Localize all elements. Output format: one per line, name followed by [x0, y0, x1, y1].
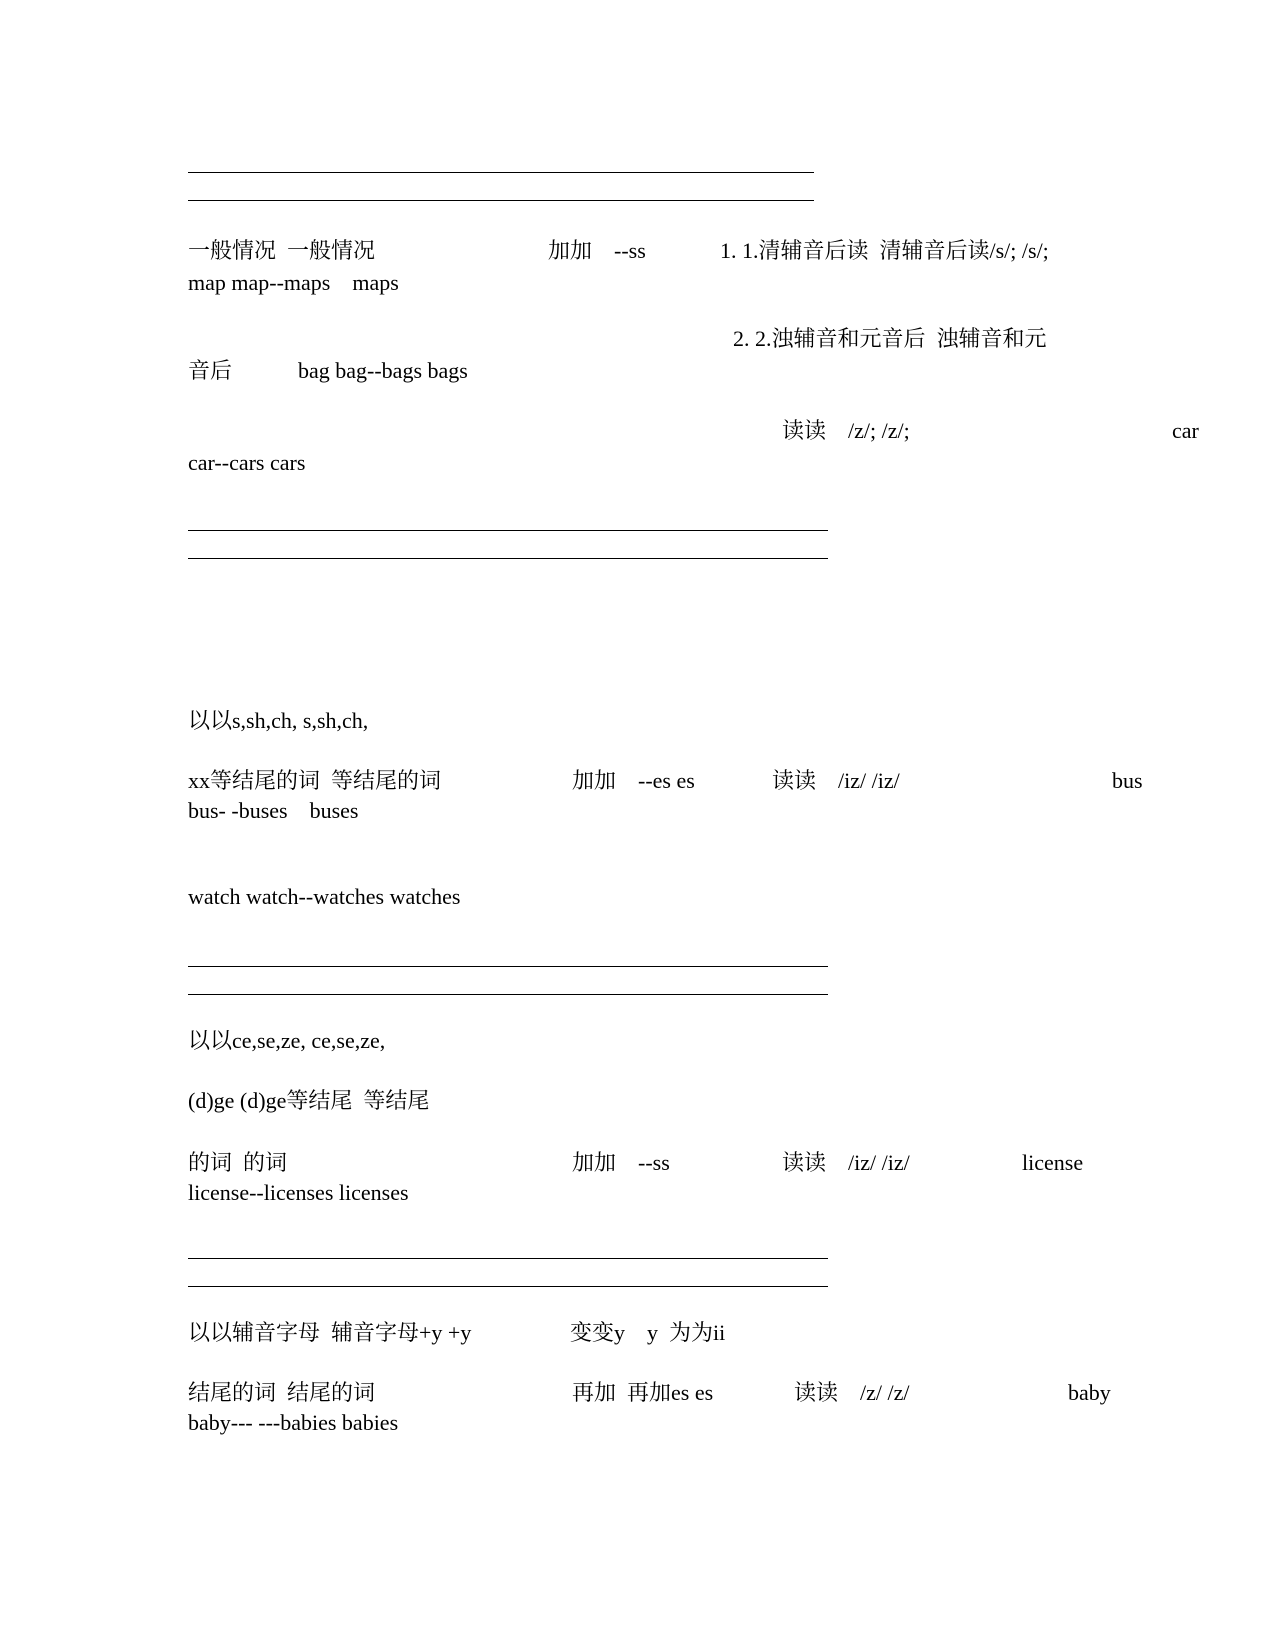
divider-line [188, 200, 814, 201]
example-text: bag bag--bags bags [298, 358, 468, 383]
condition-text: 以以s,sh,ch, s,sh,ch, [188, 708, 369, 733]
pronunciation-text: 读读 /iz/ /iz/ [782, 1150, 910, 1175]
pronunciation-note: 1. 1.清辅音后读 清辅音后读/s/; /s/; [720, 238, 1049, 263]
pronunciation-note: 2. 2.浊辅音和元音后 浊辅音和元 [733, 326, 1047, 351]
example-text: watch watch--watches watches [188, 884, 461, 909]
rule-text: 变变y y 为为ii [570, 1320, 726, 1345]
example-text: map map--maps maps [188, 270, 399, 295]
condition-text: 以以ce,se,ze, ce,se,ze, [188, 1028, 386, 1053]
divider-line [188, 172, 814, 173]
pronunciation-text: 读读 /iz/ /iz/ [772, 768, 900, 793]
example-word: license [1022, 1150, 1084, 1175]
condition-text: 的词 的词 [188, 1150, 288, 1175]
condition-text: 一般情况 一般情况 [188, 238, 376, 263]
example-text: baby--- ---babies babies [188, 1410, 399, 1435]
divider-line [188, 966, 828, 967]
example-text: bus- -buses buses [188, 798, 359, 823]
rule-text: 再加 再加es es [572, 1380, 714, 1405]
divider-line [188, 558, 828, 559]
condition-text: 结尾的词 结尾的词 [188, 1380, 376, 1405]
pronunciation-text: 读读 /z/ /z/ [794, 1380, 910, 1405]
condition-text: (d)ge (d)ge等结尾 等结尾 [188, 1088, 430, 1113]
rule-text: 加加 --ss [572, 1150, 670, 1175]
divider-line [188, 1286, 828, 1287]
condition-text: 以以辅音字母 辅音字母+y +y [188, 1320, 472, 1345]
example-word: car [1172, 418, 1199, 443]
rule-text: 加加 --ss [548, 238, 646, 263]
example-word: bus [1112, 768, 1143, 793]
divider-line [188, 1258, 828, 1259]
divider-line [188, 994, 828, 995]
example-text: license--licenses licenses [188, 1180, 409, 1205]
example-word: baby [1068, 1380, 1111, 1405]
example-text: car--cars cars [188, 450, 306, 475]
rule-text: 加加 --es es [572, 768, 695, 793]
divider-line [188, 530, 828, 531]
pronunciation-text: 读读 /z/; /z/; [782, 418, 910, 443]
pronunciation-note-cont: 音后 [188, 358, 233, 383]
condition-text: xx等结尾的词 等结尾的词 [188, 768, 442, 793]
